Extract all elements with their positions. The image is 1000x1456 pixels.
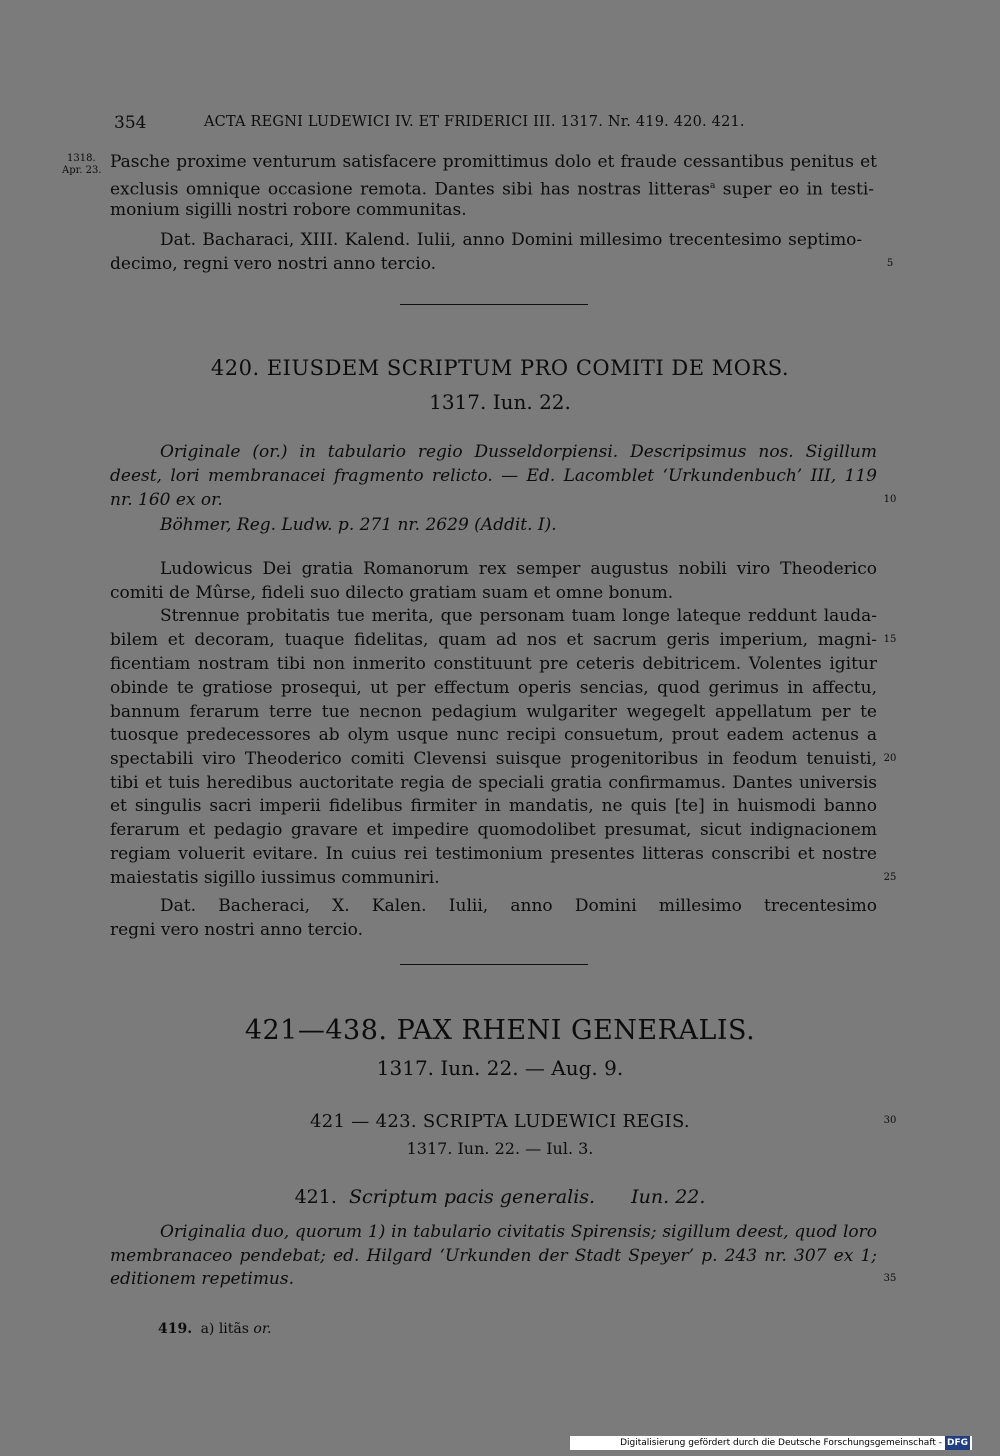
doc420-title: 420. EIUSDEM SCRIPTUM PRO COMITI DE MORS. xyxy=(210,356,790,380)
separator-rule-1 xyxy=(400,304,588,305)
line-number-25: 25 xyxy=(883,872,897,883)
margin-year: 1318. xyxy=(67,153,96,164)
doc421-title: Scriptum pacis generalis. xyxy=(348,1186,596,1208)
doc420-date: 1317. Iun. 22. xyxy=(429,390,571,414)
doc420-text-line-11: et singulis sacri imperii fidelibus firmiter in mandatis, ne quis [te] in huismodi banno xyxy=(110,796,877,816)
page-number: 354 xyxy=(114,113,147,133)
doc421-source-line-1: Originalia duo, quorum 1) in tabulario civitatis Spirensis; sigillum deest, quod loro xyxy=(160,1222,877,1242)
doc421-date: Iun. 22. xyxy=(631,1186,706,1208)
dfg-logo: DFG xyxy=(946,1438,968,1448)
doc420-text-line-16: regni vero nostri anno tercio. xyxy=(110,920,363,940)
line-number-15: 15 xyxy=(883,634,897,645)
doc421-source-line-2: membranaceo pendebat; ed. Hilgard ‘Urkunden der Stadt Speyer’ p. 243 nr. 307 ex 1; xyxy=(110,1246,877,1266)
section-title: 421—438. PAX RHENI GENERALIS. xyxy=(244,1015,756,1046)
doc420-source-line-1: Originale (or.) in tabulario regio Dusseldorpiensi. Descripsimus nos. Sigillum xyxy=(160,442,877,462)
doc420-text-line-13: regiam voluerit evitare. In cuius rei testimonium presentes litteras conscribi et nostre xyxy=(110,844,877,864)
doc419-line-4: Dat. Bacharaci, XIII. Kalend. Iulii, anno Domini millesimo trecentesimo septimo- xyxy=(160,230,863,250)
section-subtitle: 421 — 423. SCRIPTA LUDEWICI REGIS. xyxy=(310,1111,690,1132)
doc420-text-line-9: spectabili viro Theoderico comiti Clevensi suisque progenitoribus in feodum tenuisti, xyxy=(110,749,877,769)
doc419-line-1: Pasche proxime venturum satisfacere promittimus dolo et fraude cessantibus penitus et xyxy=(110,152,877,172)
doc420-source-line-2: deest, lori membranacei fragmento relicto. — Ed. Lacomblet ‘Urkundenbuch’ III, 119 xyxy=(110,466,877,486)
line-number-30: 30 xyxy=(883,1115,897,1126)
footnote-mark: a) xyxy=(200,1321,215,1337)
doc420-text-line-2: comiti de Mûrse, fideli suo dilecto gratiam suam et omne bonum. xyxy=(110,583,674,603)
line-number-10: 10 xyxy=(883,494,897,505)
footnote-ref: 419. xyxy=(158,1321,193,1337)
doc420-text-line-10: tibi et tuis heredibus auctoritate regia de speciali gratia confirmamus. Dantes universis xyxy=(110,773,877,793)
doc419-line-3: monium sigilli nostri robore communitas. xyxy=(110,200,467,220)
line-number-35: 35 xyxy=(883,1273,897,1284)
doc420-text-line-1: Ludowicus Dei gratia Romanorum rex semper augustus nobili viro Theoderico xyxy=(160,559,877,579)
running-title: ACTA REGNI LUDEWICI IV. ET FRIDERICI III. 1317. Nr. 419. 420. 421. xyxy=(204,114,745,130)
doc419-line-2-text: exclusis omnique occasione remota. Dantes sibi has nostras litteras xyxy=(110,179,710,200)
doc420-text-line-4: bilem et decoram, tuaque fidelitas, quam ad nos et sacrum geris imperium, magni- xyxy=(110,630,877,650)
margin-date: Apr. 23. xyxy=(62,165,102,176)
line-number-20: 20 xyxy=(883,753,897,764)
footnote xyxy=(158,1317,271,1341)
doc420-text-line-6: obinde te gratiose prosequi, ut per effectum operis sencias, quod gerimus in affectu, xyxy=(110,678,877,698)
doc420-source-line-3: nr. 160 ex or. xyxy=(110,490,223,510)
footnote-marker: a xyxy=(709,181,716,191)
digitization-footer xyxy=(570,1436,972,1450)
doc419-line-5: decimo, regni vero nostri anno tercio. xyxy=(110,254,437,274)
footnote-source: or. xyxy=(253,1321,272,1337)
doc420-text-line-7: bannum ferarum terre tue necnon pedagium wulgariter wegegelt appellatum per te xyxy=(110,702,877,722)
line-number-5: 5 xyxy=(886,258,894,269)
section-date: 1317. Iun. 22. — Aug. 9. xyxy=(376,1056,624,1080)
doc420-text-line-12: ferarum et pedagio gravare et impedire quomodolibet presumat, sicut indignacionem xyxy=(110,820,877,840)
doc420-source-line-4: Böhmer, Reg. Ludw. p. 271 nr. 2629 (Addit. I). xyxy=(160,515,557,535)
doc420-text-line-8: tuosque predecessores ab olym usque nunc recipi consuetum, prout eadem actenus a xyxy=(110,725,877,745)
section-subdate: 1317. Iun. 22. — Iul. 3. xyxy=(406,1139,594,1158)
doc419-line-2-end: super eo in testi- xyxy=(715,179,875,200)
doc421-number: 421. xyxy=(294,1186,337,1208)
separator-rule-2 xyxy=(400,964,588,965)
doc421-heading xyxy=(0,1186,1000,1208)
doc420-text-line-5: ficentiam nostram tibi non inmerito constituunt pre ceteris debitricem. Volentes igitur xyxy=(110,654,877,674)
doc420-text-line-15: Dat. Bacheraci, X. Kalen. Iulii, anno Domini millesimo trecentesimo xyxy=(160,896,877,916)
doc420-text-line-3: Strennue probitatis tue merita, que personam tuam longe lateque reddunt lauda- xyxy=(160,606,877,626)
doc421-source-line-3: editionem repetimus. xyxy=(110,1269,295,1289)
doc420-text-line-14: maiestatis sigillo iussimus communiri. xyxy=(110,868,440,888)
footnote-text: litãs xyxy=(218,1321,249,1337)
footer-text: Digitalisierung gefördert durch die Deutsche Forschungsgemeinschaft - xyxy=(620,1438,942,1448)
